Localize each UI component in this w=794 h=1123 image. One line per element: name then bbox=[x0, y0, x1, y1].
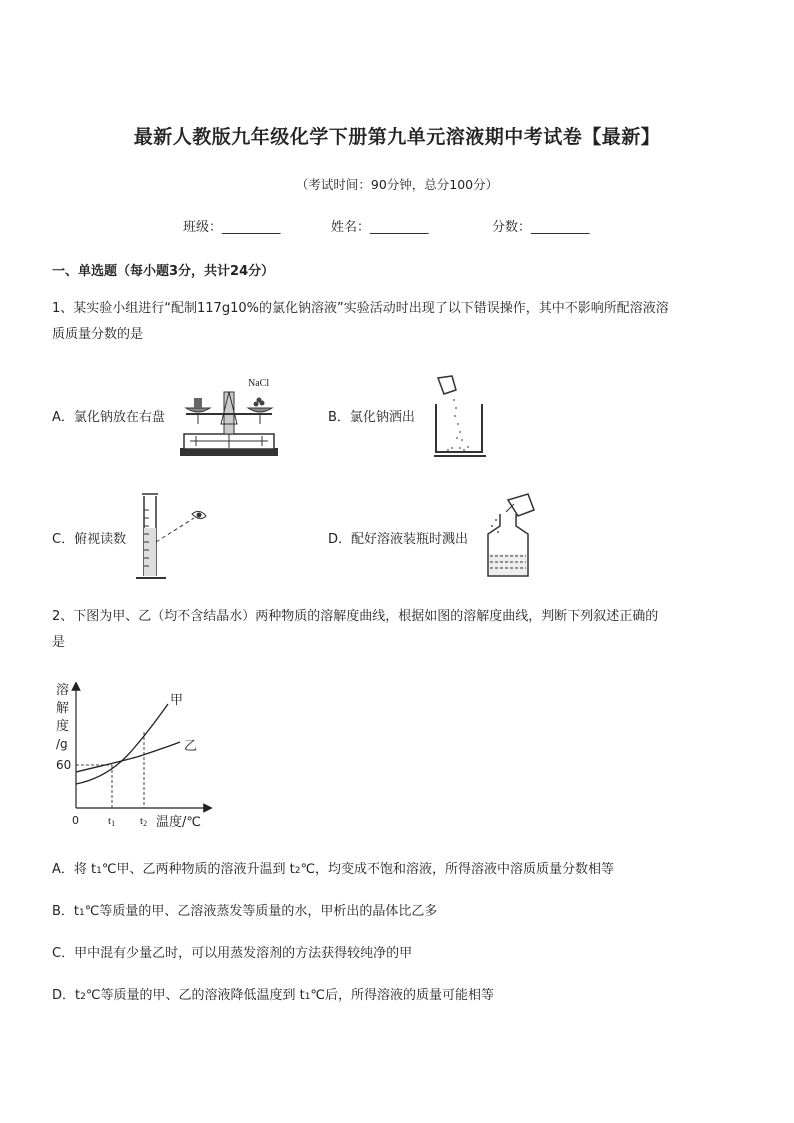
y-label-4: /g bbox=[56, 737, 68, 751]
section-heading: 一、单选题（每小题3分，共计24分） bbox=[52, 264, 275, 279]
class-field: 班级：_________ bbox=[183, 220, 281, 235]
y-label-3: 度 bbox=[56, 719, 70, 734]
question-2-line2: 是 bbox=[52, 635, 66, 650]
curve-jia bbox=[76, 704, 168, 784]
question-1 bbox=[52, 296, 752, 348]
y-label-2: 解 bbox=[56, 701, 70, 716]
y-tick-60: 60 bbox=[56, 758, 72, 772]
bottle-diagram bbox=[478, 492, 544, 582]
question-2 bbox=[52, 604, 752, 656]
question-2-line1: 2、下图为甲、乙（均不含结晶水）两种物质的溶解度曲线，根据如图的溶解度曲线，判断下列叙述正确的 bbox=[52, 609, 659, 624]
x-axis-label: 温度/℃ bbox=[156, 815, 201, 830]
option-2b: B．t1℃等质量的甲、乙溶液蒸发等质量的水，甲析出的晶体比乙多 bbox=[52, 904, 438, 919]
page-title: 最新人教版九年级化学下册第九单元溶液期中考试卷【最新】 bbox=[133, 126, 661, 148]
beaker-diagram bbox=[430, 374, 490, 460]
question-1-line2: 质质量分数的是 bbox=[52, 327, 144, 342]
balance-diagram bbox=[176, 374, 282, 460]
t2-label: t2 bbox=[140, 815, 148, 828]
score-field: 分数：_________ bbox=[492, 220, 590, 235]
option-1d: D．配好溶液装瓶时溅出 bbox=[328, 532, 469, 547]
solubility-graph bbox=[50, 676, 220, 836]
option-2a: A．将 t1℃甲、乙两种物质的溶液升温到 t2℃，均变成不饱和溶液，所得溶液中溶质质量分数相等 bbox=[52, 862, 615, 877]
option-1a: A．氯化钠放在右盘 bbox=[52, 410, 165, 425]
series-label-jia: 甲 bbox=[170, 693, 184, 708]
exam-info: （考试时间：90分钟，总分100分） bbox=[295, 177, 499, 192]
cylinder-diagram bbox=[130, 490, 210, 584]
curve-yi bbox=[76, 742, 180, 772]
nacl-label: NaCl bbox=[248, 378, 270, 389]
option-1c: C．俯视读数 bbox=[52, 532, 127, 547]
y-label-1: 溶 bbox=[56, 683, 70, 698]
origin-label: 0 bbox=[72, 814, 79, 827]
question-1-line1: 1、某实验小组进行“配制117g10%的氯化钠溶液”实验活动时出现了以下错误操作，其中不影响所配溶液溶 bbox=[52, 301, 669, 316]
option-2c: C．甲中混有少量乙时，可以用蒸发溶剂的方法获得较纯净的甲 bbox=[52, 946, 413, 961]
series-label-yi: 乙 bbox=[184, 739, 198, 754]
name-field: 姓名：_________ bbox=[331, 220, 429, 235]
option-1b: B．氯化钠洒出 bbox=[328, 410, 415, 425]
option-2d: D．t2℃等质量的甲、乙的溶液降低温度到 t1℃后，所得溶液的质量可能相等 bbox=[52, 988, 495, 1003]
t1-label: t1 bbox=[108, 815, 116, 828]
